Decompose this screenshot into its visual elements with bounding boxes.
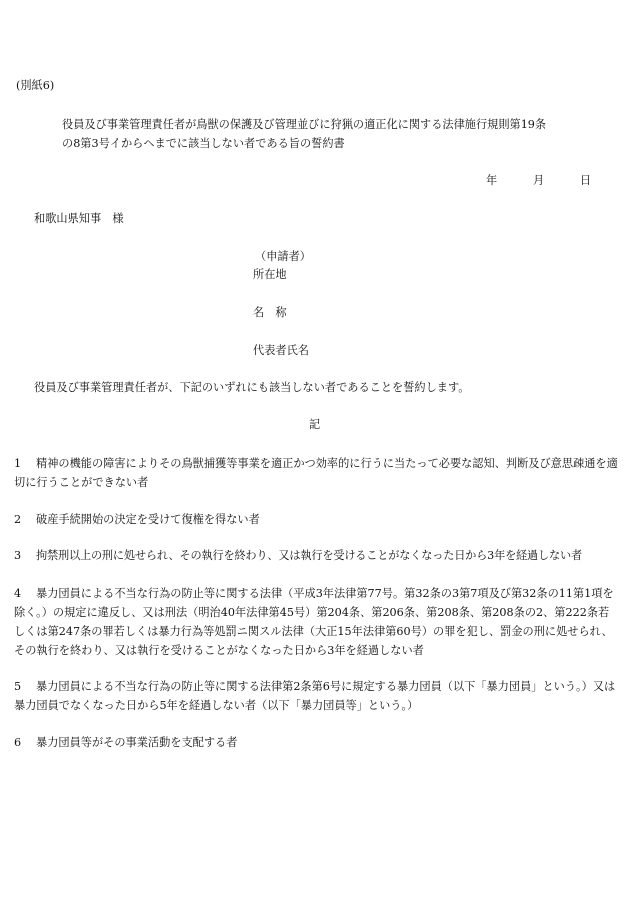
item-number: 5 (14, 680, 22, 693)
list-item (14, 677, 618, 717)
document-title-line1: 役員及び事業管理責任者が鳥獣の保護及び管理並びに狩猟の適正化に関する法律施行規則第19条 (62, 118, 547, 131)
item-text: 破産手続開始の決定を受けて復権を得ない者 (36, 513, 260, 526)
name-label: 名 称 (253, 306, 287, 319)
attachment-label: (別紙6) (16, 79, 55, 92)
item-number: 2 (14, 513, 22, 526)
list-item (14, 546, 618, 566)
representative-label: 代表者氏名 (253, 344, 309, 357)
item-text: 暴力団員による不当な行為の防止等に関する法律第2条第6号に規定する暴力団員（以下「暴力団員」という。）又は暴力団員でなくなった日から5年を経過しない者（以下「暴力団員等」という。） (14, 680, 616, 712)
item-number: 1 (14, 457, 22, 470)
list-item (14, 454, 618, 494)
list-item (14, 733, 618, 753)
item-text: 暴力団員等がその事業活動を支配する者 (36, 736, 238, 749)
list-item (14, 510, 618, 530)
address-label: 所在地 (253, 268, 287, 281)
date-year: 年 (486, 174, 498, 187)
list-item (14, 584, 618, 662)
item-text: 暴力団員による不当な行為の防止等に関する法律（平成3年法律第77号。第32条の3第7項及び第32条の11第1項を除く。）の規定に違反し、又は刑法（明治40年法律第45号）第204条、第206条、第208条、第208条の2、第222条若しくは第247条の罪若しくは暴力行為等処罰ニ関スル法律（大正15年法律第60号）の罪を犯し、罰金の刑に処せられ、その執行を終わり、又は執行を受けることがなくなった日から3年を経過しない者 (14, 587, 614, 657)
ki-heading: 記 (309, 418, 321, 431)
date-day: 日 (580, 174, 592, 187)
item-number: 6 (14, 736, 22, 749)
item-text: 拘禁刑以上の刑に処せられ、その執行を終わり、又は執行を受けることがなくなった日から3年を経過しない者 (36, 549, 582, 562)
pledge-statement: 役員及び事業管理責任者が、下記のいずれにも該当しない者であることを誓約します。 (34, 381, 470, 394)
item-number: 4 (14, 587, 22, 600)
date-month: 月 (533, 174, 545, 187)
item-text: 精神の機能の障害によりその鳥獣捕獲等事業を適正かつ効率的に行うに当たって必要な認知、判断及び意思疎通を適切に行うことができない者 (14, 457, 618, 489)
document-title-line2: の8第3号イからヘまでに該当しない者である旨の誓約書 (62, 137, 345, 150)
item-number: 3 (14, 549, 22, 562)
applicant-label: （申請者） (255, 250, 311, 263)
addressee: 和歌山県知事 様 (34, 212, 124, 225)
